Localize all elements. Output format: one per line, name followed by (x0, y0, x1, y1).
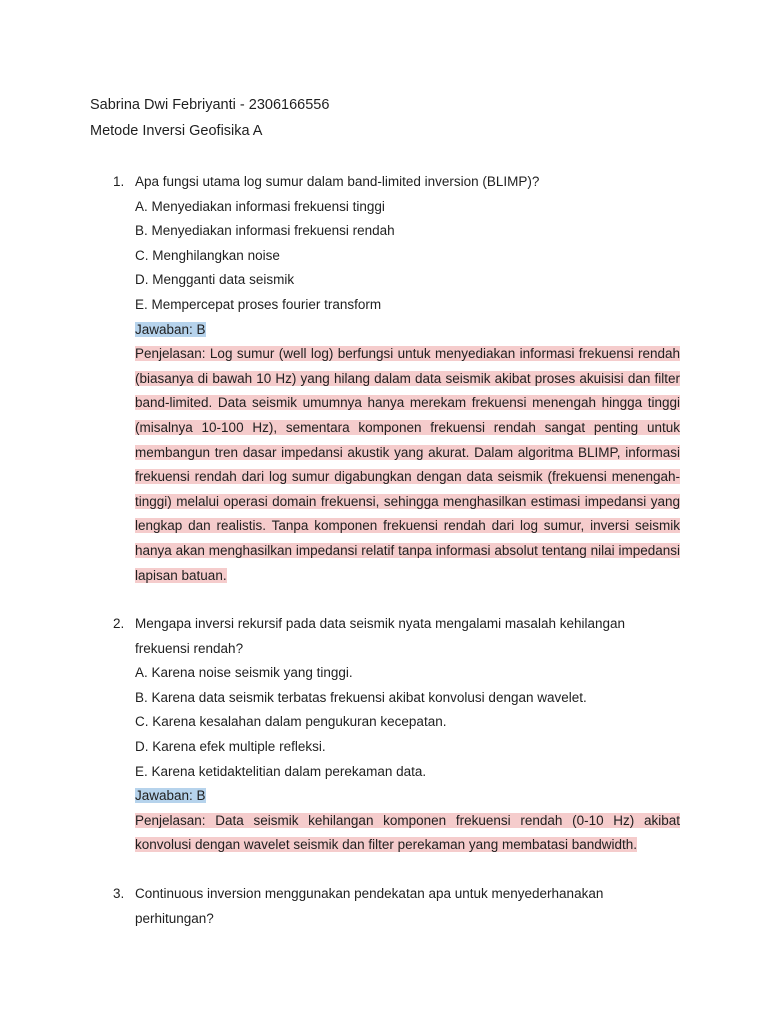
option-b: B. Karena data seismik terbatas frekuensi akibat konvolusi dengan wavelet. (135, 689, 587, 705)
option-a: A. Menyediakan informasi frekuensi tinggi (135, 198, 385, 214)
option-d: D. Karena efek multiple refleksi. (135, 739, 326, 755)
option-c: C. Karena kesalahan dalam pengukuran kecepatan. (135, 714, 447, 730)
question-list (90, 170, 680, 955)
question-text: Mengapa inversi rekursif pada data seismik nyata mengalami masalah kehilangan frekuensi rendah? (135, 616, 626, 656)
question-text: Continuous inversion menggunakan pendekatan apa untuk menyederhanakan perhitungan? (135, 886, 604, 926)
question-number: 1. (113, 174, 125, 189)
answer-highlight: Jawaban: B (135, 788, 206, 804)
option-a: A. Karena noise seismik yang tinggi. (135, 665, 353, 681)
question-number: 2. (113, 616, 125, 632)
question-1 (90, 170, 680, 588)
option-e: E. Karena ketidaktelitian dalam perekaman data. (135, 763, 427, 779)
option-e: E. Mempercepat proses fourier transform (135, 296, 382, 312)
question-number: 3. (113, 886, 125, 902)
explanation-highlight: Penjelasan: Data seismik kehilangan komponen frekuensi rendah (0-10 Hz) akibat konvolusi dengan wavelet seismik dan filter perekaman yang membatasi bandwidth. (135, 812, 680, 853)
explanation-highlight: Penjelasan: Log sumur (well log) berfungsi untuk menyediakan informasi frekuensi rendah (biasanya di bawah 10 Hz) yang hilang dalam data seismik akibat proses akuisisi dan filter band-limited. Data seismik umumnya hanya merekam frekuensi menengah hingga tinggi (misalnya 10-100 Hz), sementara komponen frekuensi rendah sangat penting untuk membangun tren dasar impedansi akustik yang akurat. Dalam algoritma BLIMP, informasi frekuensi rendah dari log sumur digabungkan dengan data seismik (frekuensi menengah-tinggi) melalui operasi domain frekuensi, sehingga menghasilkan estimasi impedansi yang lengkap dan realistis. Tanpa komponen frekuensi rendah dari log sumur, inversi seismik hanya akan menghasilkan impedansi relatif tanpa informasi absolut tentang nilai impedansi lapisan batuan. (135, 346, 680, 583)
course-line: Metode Inversi Geofisika A (90, 123, 263, 139)
author-line: Sabrina Dwi Febriyanti - 2306166556 (90, 97, 330, 113)
question-3 (90, 882, 680, 931)
document-header (90, 92, 329, 144)
option-d: D. Mengganti data seismik (135, 272, 295, 288)
option-c: C. Menghilangkan noise (135, 247, 280, 263)
answer-highlight: Jawaban: B (135, 321, 206, 337)
question-2 (90, 612, 680, 858)
option-b: B. Menyediakan informasi frekuensi rendah (135, 223, 395, 239)
question-text: Apa fungsi utama log sumur dalam band-limited inversion (BLIMP)? (135, 174, 540, 189)
